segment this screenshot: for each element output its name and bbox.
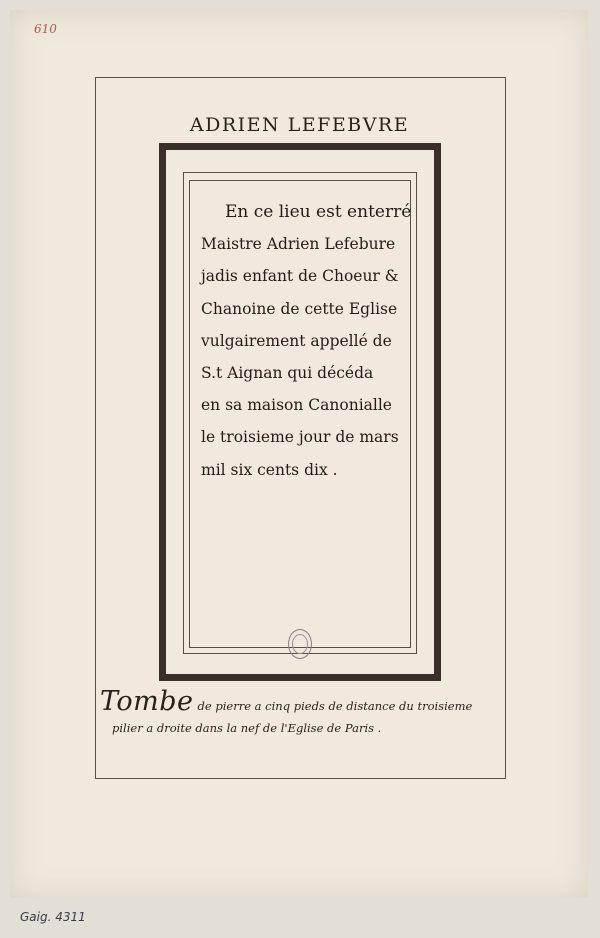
epitaph-line: le troisieme jour de mars (201, 428, 399, 447)
epitaph-line: vulgairement appellé de (201, 331, 392, 350)
shelfmark: Gaig. 4311 (20, 910, 86, 924)
caption-line-1 (100, 686, 505, 717)
caption (100, 686, 505, 735)
epitaph-line: en sa maison Canonialle (201, 396, 392, 415)
library-stamp-icon (288, 629, 312, 659)
caption-line-1-text: de pierre a cinq pieds de distance du troisieme (197, 699, 473, 713)
epitaph-text (201, 196, 411, 486)
epitaph-line: S.t Aignan qui décéda (201, 364, 374, 383)
epitaph-line: jadis enfant de Choeur & (201, 267, 399, 286)
page-title: ADRIEN LEFEBVRE (189, 114, 410, 136)
epitaph-line: Maistre Adrien Lefebure (201, 235, 396, 254)
epitaph-line: En ce lieu est enterré (225, 202, 412, 222)
epitaph-line: Chanoine de cette Eglise (201, 299, 398, 318)
caption-lead: Tombe (100, 686, 194, 717)
folio-number: 610 (34, 22, 57, 36)
caption-line-2: pilier a droite dans la nef de l'Eglise de Paris . (112, 721, 382, 735)
epitaph-line: mil six cents dix . (201, 460, 338, 479)
